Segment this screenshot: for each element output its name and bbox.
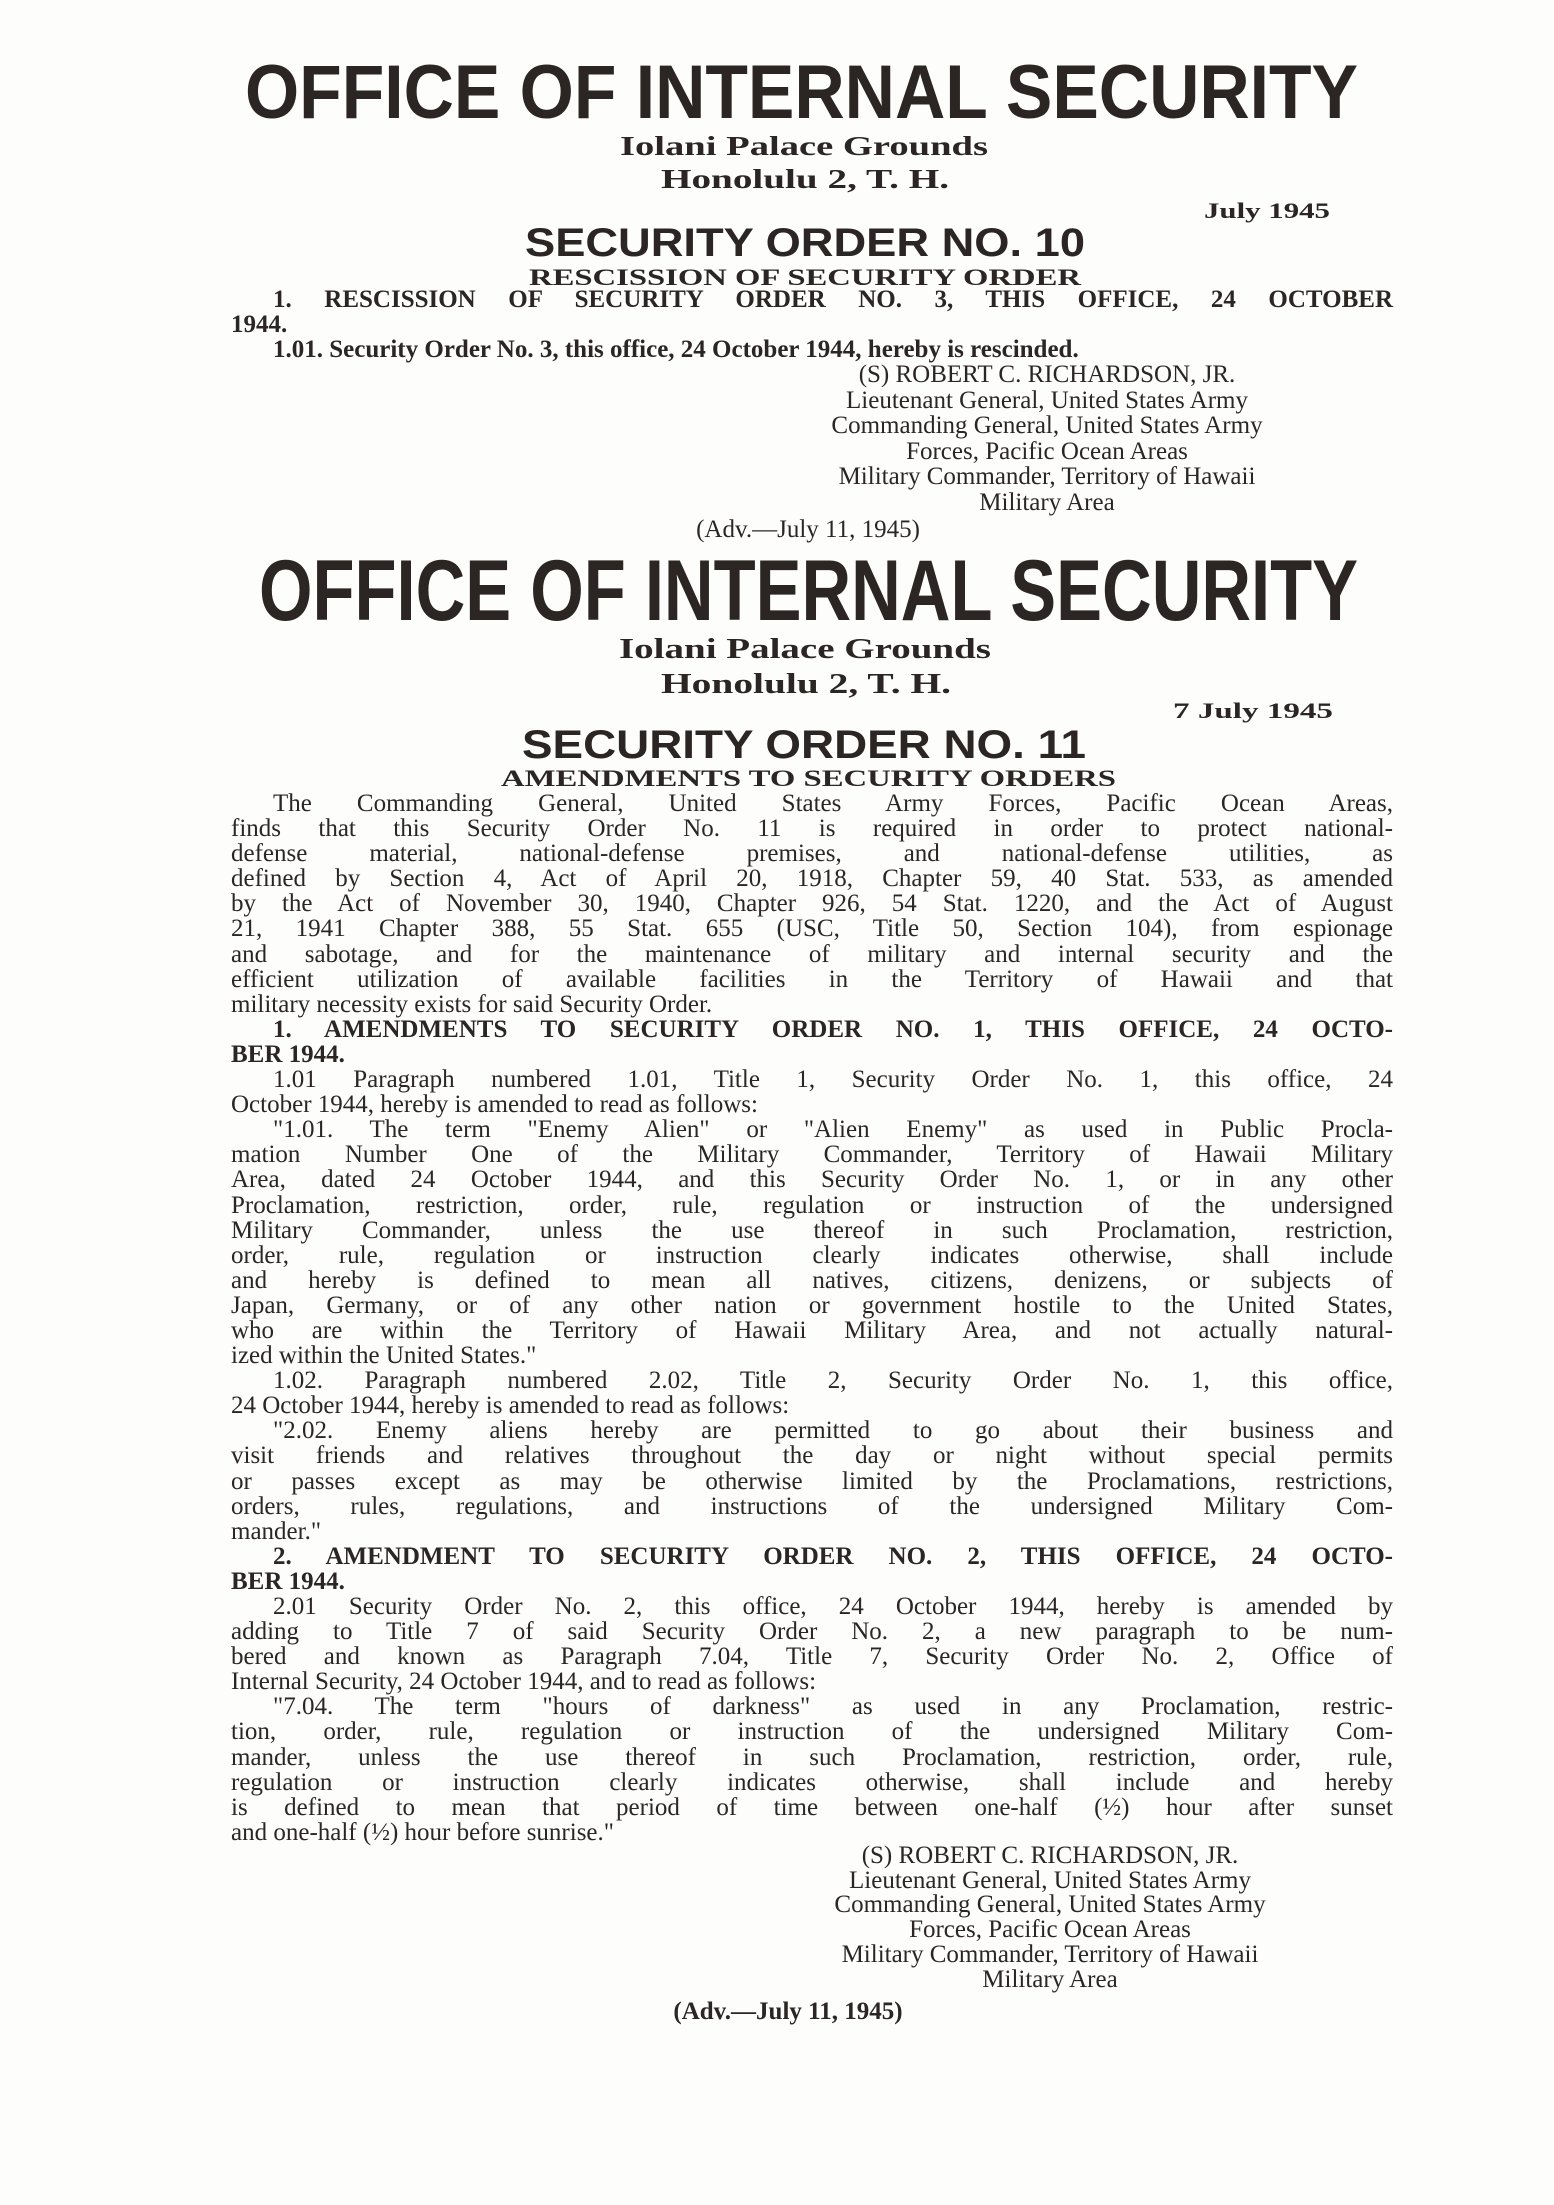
signature-line: Military Area bbox=[979, 488, 1115, 516]
text-line: 1. AMENDMENTS TO SECURITY ORDER NO. 1, THIS OFFICE, 24 OCTO- bbox=[273, 1015, 1393, 1043]
text-line: Area, dated 24 October 1944, and this Security Order No. 1, or in any other bbox=[231, 1166, 1393, 1194]
signature-line: Military Commander, Territory of Hawaii bbox=[841, 1940, 1259, 1968]
signature-line: Military Commander, Territory of Hawaii bbox=[838, 463, 1256, 491]
text-line: "1.01. The term "Enemy Alien" or "Alien Enemy" as used in Public Procla- bbox=[273, 1116, 1393, 1144]
text-line: ized within the United States." bbox=[231, 1342, 537, 1370]
text-line: Japan, Germany, or of any other nation or government hostile to the United States, bbox=[231, 1291, 1393, 1319]
signature-line: Forces, Pacific Ocean Areas bbox=[909, 1916, 1191, 1944]
address-line-2: Honolulu 2, T. H. bbox=[661, 669, 951, 700]
text-line: mander, unless the use thereof in such Proclamation, restriction, order, rule, bbox=[231, 1743, 1393, 1771]
text-line: bered and known as Paragraph 7.04, Title 7, Security Order No. 2, Office of bbox=[231, 1643, 1393, 1671]
text-line: who are within the Territory of Hawaii Military Area, and not actually natural- bbox=[231, 1316, 1393, 1344]
text-line: or passes except as may be otherwise limited by the Proclamations, restrictions, bbox=[231, 1467, 1393, 1495]
text-line: order, rule, regulation or instruction clearly indicates otherwise, shall include bbox=[231, 1241, 1393, 1269]
text-line: 21, 1941 Chapter 388, 55 Stat. 655 (USC, Title 50, Section 104), from espionage bbox=[231, 915, 1393, 943]
text-line: "2.02. Enemy aliens hereby are permitted to go about their business and bbox=[273, 1417, 1393, 1445]
address-line-2: Honolulu 2, T. H. bbox=[661, 164, 949, 194]
order-title: SECURITY ORDER NO. 10 bbox=[525, 221, 1085, 265]
signature-line: Commanding General, United States Army bbox=[831, 412, 1263, 440]
signature-line: Forces, Pacific Ocean Areas bbox=[906, 437, 1188, 465]
order-date: July 1945 bbox=[1204, 198, 1330, 223]
order-11-signature bbox=[730, 1844, 1370, 1992]
signature-line: (S) ROBERT C. RICHARDSON, JR. bbox=[858, 361, 1236, 388]
signature-line: (S) ROBERT C. RICHARDSON, JR. bbox=[861, 1842, 1239, 1869]
office-title: OFFICE OF INTERNAL SECURITY bbox=[259, 543, 1358, 639]
address-line-1: Iolani Palace Grounds bbox=[620, 131, 988, 161]
text-line: is defined to mean that period of time between one-half (½) hour after sunset bbox=[231, 1793, 1393, 1821]
text-line: military necessity exists for said Security Order. bbox=[231, 990, 713, 1018]
text-line: The Commanding General, United States Army Forces, Pacific Ocean Areas, bbox=[273, 790, 1393, 817]
text-line: finds that this Security Order No. 11 is required in order to protect national- bbox=[231, 815, 1393, 843]
order-date: 7 July 1945 bbox=[1173, 698, 1333, 723]
text-line: and sabotage, and for the maintenance of military and internal security and the bbox=[231, 940, 1393, 968]
order-11-body bbox=[231, 791, 1393, 1845]
text-line: orders, rules, regulations, and instructions of the undersigned Military Com- bbox=[231, 1492, 1393, 1520]
text-line: efficient utilization of available facilities in the Territory of Hawaii and that bbox=[231, 965, 1393, 993]
text-line: 1944. bbox=[231, 311, 288, 339]
signature-line: Lieutenant General, United States Army bbox=[846, 386, 1248, 414]
text-line: mander." bbox=[231, 1517, 322, 1545]
order-10-signature bbox=[727, 362, 1367, 516]
address-line-1: Iolani Palace Grounds bbox=[619, 634, 992, 665]
text-line: 24 October 1944, hereby is amended to read as follows: bbox=[231, 1392, 790, 1420]
text-line: adding to Title 7 of said Security Order No. 2, a new paragraph to be num- bbox=[231, 1618, 1393, 1646]
text-line: BER 1944. bbox=[231, 1040, 345, 1068]
text-line: and hereby is defined to mean all natives, citizens, denizens, or subjects of bbox=[231, 1266, 1393, 1294]
text-line: visit friends and relatives throughout the day or night without special permits bbox=[231, 1442, 1393, 1470]
text-line: "7.04. The term "hours of darkness" as used in any Proclamation, restric- bbox=[273, 1693, 1393, 1721]
text-line: tion, order, rule, regulation or instruction of the undersigned Military Com- bbox=[231, 1718, 1393, 1746]
signature-line: Commanding General, United States Army bbox=[834, 1891, 1266, 1919]
source-citation: (Adv.—July 11, 1945) bbox=[673, 1998, 903, 2025]
signature-line: Military Area bbox=[982, 1965, 1118, 1993]
order-subtitle: AMENDMENTS TO SECURITY ORDERS bbox=[501, 766, 1116, 791]
text-line: Internal Security, 24 October 1944, and to read as follows: bbox=[231, 1668, 817, 1696]
text-line: Proclamation, restriction, order, rule, regulation or instruction of the undersigned bbox=[231, 1191, 1393, 1219]
text-line: Military Commander, unless the use thereof in such Proclamation, restriction, bbox=[231, 1216, 1393, 1244]
text-line: October 1944, hereby is amended to read as follows: bbox=[231, 1091, 758, 1119]
text-line: 2.01 Security Order No. 2, this office, 24 October 1944, hereby is amended by bbox=[273, 1593, 1393, 1620]
text-line: defense material, national-defense premises, and national-defense utilities, as bbox=[231, 840, 1393, 868]
order-subtitle: RESCISSION OF SECURITY ORDER bbox=[529, 265, 1082, 290]
text-line: and one-half (½) hour before sunrise." bbox=[231, 1818, 614, 1846]
order-10-body bbox=[231, 287, 1393, 362]
order-title: SECURITY ORDER NO. 11 bbox=[522, 723, 1086, 767]
text-line: 1. RESCISSION OF SECURITY ORDER NO. 3, THIS OFFICE, 24 OCTOBER bbox=[273, 286, 1393, 313]
office-title: OFFICE OF INTERNAL SECURITY bbox=[245, 50, 1358, 135]
text-line: defined by Section 4, Act of April 20, 1918, Chapter 59, 40 Stat. 533, as amended bbox=[231, 865, 1393, 893]
text-line: by the Act of November 30, 1940, Chapter 926, 54 Stat. 1220, and the Act of August bbox=[231, 890, 1393, 918]
source-citation: (Adv.—July 11, 1945) bbox=[696, 516, 920, 543]
text-line: 2. AMENDMENT TO SECURITY ORDER NO. 2, THIS OFFICE, 24 OCTO- bbox=[273, 1542, 1393, 1570]
text-line: 1.01. Security Order No. 3, this office, 24 October 1944, hereby is rescinded. bbox=[273, 336, 1079, 364]
signature-line: Lieutenant General, United States Army bbox=[849, 1866, 1251, 1894]
text-line: 1.02. Paragraph numbered 2.02, Title 2, Security Order No. 1, this office, bbox=[273, 1367, 1393, 1395]
text-line: 1.01 Paragraph numbered 1.01, Title 1, Security Order No. 1, this office, 24 bbox=[273, 1066, 1393, 1094]
text-line: mation Number One of the Military Commander, Territory of Hawaii Military bbox=[231, 1141, 1393, 1169]
text-line: BER 1944. bbox=[231, 1567, 345, 1595]
text-line: regulation or instruction clearly indicates otherwise, shall include and hereby bbox=[231, 1768, 1393, 1796]
